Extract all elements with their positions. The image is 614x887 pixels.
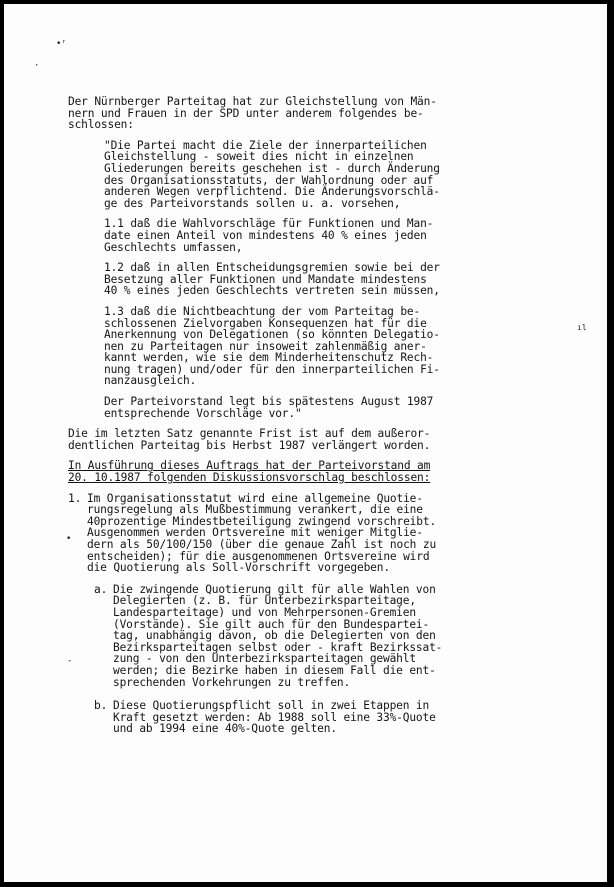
text-line: Gleichstellung - soweit dies nicht in einzelnen: [104, 150, 414, 164]
text-line: Diese Quotierungspflicht soll in zwei Etappen in: [113, 699, 430, 713]
text-line: ge des Parteivorstands sollen u. a. vorsehen,: [104, 196, 401, 210]
deadline-paragraph: [68, 428, 488, 451]
text-line: Landesparteitage) und von Mehrpersonen-Gremien: [113, 605, 416, 619]
scan-speck: •ʳ: [56, 39, 67, 49]
intro-paragraph: [68, 96, 488, 131]
text-line: schlossenen Zielvorgaben Konsequenzen hat für die: [104, 316, 427, 330]
text-line: sprechenden Vorkehrungen zu treffen.: [113, 675, 351, 689]
text-line: Die im letzten Satz genannte Frist ist auf dem außeror-: [68, 427, 431, 441]
text-line: Die zwingende Quotierung gilt für alle Wahlen von: [113, 582, 436, 596]
quote-paragraph: [104, 218, 488, 253]
text-line: 1.2 daß in allen Entscheidungsgremien sowie bei der: [104, 261, 440, 275]
quote-paragraph: [104, 140, 488, 210]
text-line: tag, unabhängig davon, ob die Delegierten von den: [113, 629, 436, 643]
heading-line: In Ausführung dieses Auftrags hat der Parteivorstand am: [68, 459, 431, 473]
text-line: Der Parteivorstand legt bis spätestens August 1987: [104, 395, 434, 409]
item-marker: a.: [94, 582, 108, 596]
text-line: Im Organisationsstatut wird eine allgemeine Quotie-: [87, 491, 423, 505]
quote-paragraph: [104, 306, 488, 387]
list-item: [94, 700, 488, 735]
scan-speck: •: [66, 534, 72, 544]
text-line: entscheiden); für die ausgenommenen Ortsvereine wird: [87, 549, 430, 563]
text-line: 1.3 daß die Nichtbeachtung der vom Parteitag be-: [104, 304, 421, 318]
text-line: nanzausgleich.: [104, 374, 197, 388]
text-line: anderen Wegen verpflichtend. Die Änderungsvorschlä-: [104, 185, 440, 199]
text-line: kannt werden, wie sie dem Minderheitenschutz Rech-: [104, 351, 434, 365]
text-line: "Die Partei macht die Ziele der innerparteilichen: [104, 138, 427, 152]
text-line: nen zu Parteitagen nur insoweit zahlenmäßig aner-: [104, 339, 427, 353]
scan-speck: ıl: [577, 323, 587, 332]
text-line: und ab 1994 eine 40%-Quote gelten.: [113, 722, 337, 736]
text-line: schlossen:: [68, 118, 134, 132]
text-line: zung - von den Unterbezirksparteitagen gewählt: [113, 652, 416, 666]
text-line: werden; die Bezirke haben in diesem Fall die ent-: [113, 663, 436, 677]
list-item: [68, 493, 488, 574]
text-line: Geschlechts umfassen,: [104, 240, 243, 254]
quote-paragraph: [104, 396, 488, 419]
text-line: des Organisationsstatuts, der Wahlordnung oder auf: [104, 173, 434, 187]
text-line: dern als 50/100/150 (über die genaue Zahl ist noch zu: [87, 538, 437, 551]
text-line: Besetzung aller Funktionen und Mandate mindestens: [104, 272, 427, 286]
text-line: rungsregelung als Mußbestimmung verankert, die eine: [87, 503, 423, 517]
item-marker: b.: [94, 699, 108, 713]
text-line: nern und Frauen in der SPD unter anderem folgendes be-: [68, 106, 424, 120]
quote-paragraph: [104, 262, 488, 297]
text-line: 40 % eines jeden Geschlechts vertreten sein müssen,: [104, 284, 440, 298]
scan-speck: -: [67, 656, 73, 666]
resolution-quote: [104, 140, 488, 419]
document-page: [4, 4, 607, 882]
text-line: Der Nürnberger Parteitag hat zur Gleichstellung von Män-: [68, 95, 437, 108]
text-line: entsprechende Vorschläge vor.": [104, 406, 302, 420]
text-line: date einen Anteil von mindestens 40 % eines jeden: [104, 228, 427, 242]
text-line: Ausgenommen werden Ortsvereine mit weniger Mitglie-: [87, 526, 423, 540]
text-line: die Quotierung als Soll-Vorschrift vorgegeben.: [87, 561, 390, 575]
text-line: Delegierten (z. B. für Unterbezirksparteitage,: [113, 594, 416, 608]
scan-speck: ·: [34, 61, 40, 71]
text-line: 1.1 daß die Wahlvorschläge für Funktionen und Man-: [104, 217, 434, 231]
item-marker: 1.: [68, 491, 82, 505]
heading-line: 20. 10.1987 folgenden Diskussionsvorschlag beschlossen:: [68, 471, 431, 485]
list-item: [94, 584, 488, 688]
text-line: Kraft gesetzt werden: Ab 1988 soll eine 33%-Quote: [113, 710, 436, 724]
text-line: 40prozentige Mindestbeteiligung zwingend vorschreibt.: [87, 514, 437, 528]
section-heading: [68, 460, 488, 483]
sub-list: [94, 584, 488, 735]
text-line: Anerkennung von Delegationen (so könnten Delegatio-: [104, 328, 440, 342]
text-line: (Vorstände). Sie gilt auch für den Bundespartei-: [113, 617, 430, 631]
text-line: nung tragen) und/oder für den innerparteilichen Fi-: [104, 362, 440, 376]
text-line: Bezirksparteitagen selbst oder - kraft Bezirkssat-: [113, 640, 443, 654]
text-line: dentlichen Parteitag bis Herbst 1987 verlängert worden.: [68, 438, 431, 452]
text-line: Gliederungen bereits geschehen ist - durch Änderung: [104, 161, 440, 175]
document-body: [68, 96, 488, 747]
